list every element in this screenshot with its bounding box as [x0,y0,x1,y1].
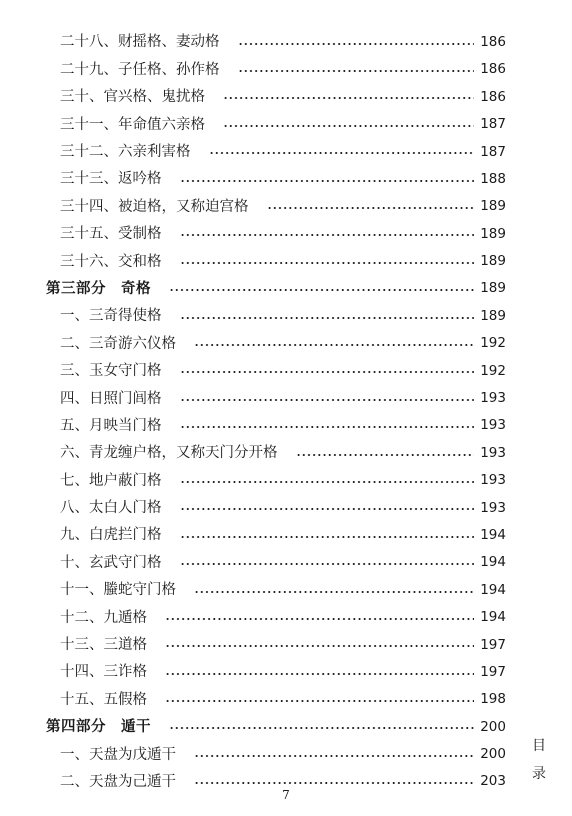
toc-entry-title: 七、地户蔽门格 [60,472,162,489]
dot-leader [223,97,474,99]
toc-entry-title: 十二、九遁格 [60,609,147,626]
dot-leader [238,43,475,45]
toc-entry-title: 二十八、财摇格、妻动格 [60,34,220,51]
dot-leader [194,591,474,593]
toc-entry-page: 197 [480,663,506,680]
toc-entry-title: 八、太白人门格 [60,500,162,517]
toc-entry[interactable] [46,303,506,330]
toc-entry-title: 二十九、子任格、孙作格 [60,61,220,78]
dot-leader [180,481,475,483]
toc-entry-title: 十三、三道格 [60,637,147,654]
toc-entry-page: 189 [480,280,506,297]
toc-entry-title: 六、青龙缠户格，又称天门分开格 [60,445,278,462]
toc-entry-title: 十、玄武守门格 [60,554,162,571]
toc-entry-page: 193 [480,444,506,461]
dot-leader [165,618,474,620]
dot-leader [194,755,474,757]
toc-entry-page: 198 [480,691,506,708]
toc-entry[interactable] [46,549,506,576]
toc-entry[interactable] [46,522,506,549]
dot-leader [296,454,475,456]
toc-entry-page: 186 [480,61,506,78]
toc-entry[interactable] [46,440,506,467]
toc-entry-page: 193 [480,417,506,434]
toc-entry-page: 194 [480,526,506,543]
dot-leader [194,782,474,784]
toc-entry-title: 三十一、年命值六亲格 [60,116,205,133]
dot-leader [180,180,475,182]
toc-entry[interactable] [46,56,506,83]
toc-entry[interactable] [46,467,506,494]
toc-entry[interactable] [46,193,506,220]
toc-entry-title: 一、三奇得使格 [60,308,162,325]
toc-entry-page: 189 [480,225,506,242]
toc-entry-page: 203 [480,773,506,790]
dot-leader [180,262,475,264]
dot-leader [180,371,475,373]
dot-leader [180,563,475,565]
dot-leader [180,234,475,236]
toc-entry[interactable] [46,659,506,686]
toc-entry[interactable] [46,248,506,275]
toc-entry[interactable] [46,111,506,138]
toc-entry-page: 200 [480,718,506,735]
toc-entry-title: 三十三、返吟格 [60,171,162,188]
toc-entry-title: 三十五、受制格 [60,226,162,243]
toc-entry-page: 187 [480,116,506,133]
toc-entry[interactable] [46,330,506,357]
toc-entry[interactable] [46,741,506,768]
toc-entry-title: 十五、五假格 [60,691,147,708]
toc-entry[interactable] [46,358,506,385]
toc-entry-title: 第三部分 奇格 [46,280,151,297]
toc-entry-page: 187 [480,143,506,160]
toc-entry-page: 192 [480,335,506,352]
toc-entry[interactable] [46,84,506,111]
side-label-lu: 录 [532,766,546,782]
toc-entry-title: 十一、螣蛇守门格 [60,582,176,599]
toc-entry-page: 189 [480,307,506,324]
toc-entry-title: 三十四、被迫格，又称迫宫格 [60,198,249,215]
toc-entry-page: 186 [480,33,506,50]
toc-entry-title: 十四、三诈格 [60,664,147,681]
toc-entry-page: 192 [480,362,506,379]
toc-entry-page: 186 [480,88,506,105]
dot-leader [180,508,475,510]
toc-entry[interactable] [46,139,506,166]
dot-leader [169,289,474,291]
toc-entry[interactable] [46,29,506,56]
toc-entry-page: 189 [480,198,506,215]
toc-entry-page: 194 [480,609,506,626]
toc-entry-page: 194 [480,554,506,571]
toc-entry-title: 三十六、交和格 [60,253,162,270]
toc-entry[interactable] [46,412,506,439]
toc-entry-page: 188 [480,170,506,187]
table-of-contents [46,29,506,796]
toc-part-heading[interactable] [46,714,506,741]
page-number: 7 [282,788,290,802]
toc-entry-page: 200 [480,746,506,763]
toc-entry[interactable] [46,604,506,631]
toc-entry-title: 第四部分 遁干 [46,719,151,736]
toc-entry-page: 193 [480,499,506,516]
dot-leader [165,700,474,702]
dot-leader [194,344,474,346]
toc-entry-title: 三十、官兴格、鬼扰格 [60,89,205,106]
toc-entry[interactable] [46,577,506,604]
toc-entry-page: 189 [480,253,506,270]
toc-entry[interactable] [46,221,506,248]
dot-leader [223,125,474,127]
side-label-mu: 目 [532,738,546,754]
dot-leader [180,536,475,538]
dot-leader [169,727,474,729]
dot-leader [209,152,475,154]
dot-leader [267,207,475,209]
toc-entry-title: 二、三奇游六仪格 [60,335,176,352]
toc-entry-page: 193 [480,390,506,407]
toc-entry-title: 四、日照门闾格 [60,390,162,407]
toc-entry-title: 一、天盘为戊遁干 [60,746,176,763]
toc-entry[interactable] [46,495,506,522]
dot-leader [180,317,475,319]
toc-entry-page: 193 [480,472,506,489]
toc-entry-page: 194 [480,581,506,598]
dot-leader [180,399,475,401]
toc-entry-title: 三、玉女守门格 [60,363,162,380]
toc-entry[interactable] [46,385,506,412]
dot-leader [165,645,474,647]
toc-entry[interactable] [46,686,506,713]
toc-entry-title: 五、月映当门格 [60,417,162,434]
dot-leader [238,70,475,72]
toc-part-heading[interactable] [46,276,506,303]
dot-leader [180,426,475,428]
dot-leader [165,673,474,675]
toc-entry[interactable] [46,166,506,193]
toc-entry[interactable] [46,632,506,659]
toc-entry-page: 197 [480,636,506,653]
toc-entry-title: 二、天盘为己遁干 [60,773,176,790]
toc-entry-title: 九、白虎拦门格 [60,527,162,544]
toc-entry-title: 三十二、六亲利害格 [60,144,191,160]
